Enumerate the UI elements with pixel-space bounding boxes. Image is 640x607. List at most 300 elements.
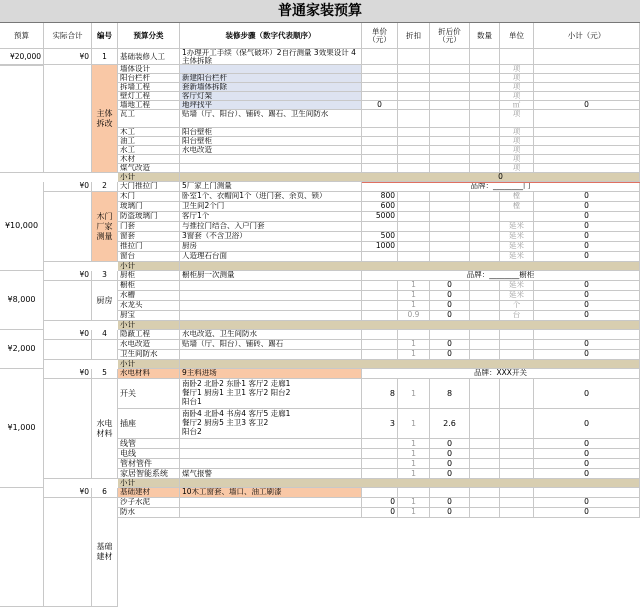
row-price: 5000	[362, 212, 398, 222]
steps-1: 1办理开工手续（保气破坏）2自行测量 3效果设计 4主体拆除	[180, 49, 362, 65]
row-unit	[500, 469, 534, 479]
steps-5: 9主料进场	[180, 369, 362, 379]
empty-cell	[362, 49, 398, 65]
row-unit	[500, 459, 534, 469]
subtotal-row	[118, 262, 640, 271]
row-name: 墙体设计	[118, 65, 180, 74]
actual-blank	[44, 379, 92, 479]
row-name: 沙子水泥	[118, 498, 180, 508]
row-disc	[398, 74, 430, 83]
empty-cell	[500, 49, 534, 65]
row-qty	[470, 340, 500, 350]
actual-blank	[44, 281, 92, 321]
row-name: 水电改造	[118, 340, 180, 350]
row-unit: 延米	[500, 252, 534, 262]
row-steps: 南卧2 北卧2 东卧1 客厅2 走廊1 餐厅1 厨房1 主卫1 客厅2 阳台2 阳台1	[180, 379, 362, 409]
row-steps: 客厅灯架	[180, 92, 362, 101]
row-qty	[470, 222, 500, 232]
row-name: 卫生间防水	[118, 350, 180, 360]
row-qty	[470, 350, 500, 360]
row-price	[362, 252, 398, 262]
empty-cell	[430, 488, 470, 498]
row-dprice	[430, 101, 470, 110]
group-label-2: 木门厂家测量	[92, 192, 118, 262]
empty-cell	[534, 330, 640, 340]
row-qty	[470, 232, 500, 242]
row-steps	[180, 301, 362, 311]
row-price: 3	[362, 409, 398, 439]
row-disc	[398, 155, 430, 164]
row-price	[362, 350, 398, 360]
row-disc: 1	[398, 439, 430, 449]
row-dprice: 2.6	[430, 409, 470, 439]
row-steps	[180, 291, 362, 301]
empty-cell	[398, 488, 430, 498]
row-unit	[500, 498, 534, 508]
row-disc	[398, 101, 430, 110]
header-discount: 折扣	[398, 23, 430, 49]
subtotal-row	[118, 479, 640, 488]
row-subtotal: 0	[534, 469, 640, 479]
row-qty	[470, 301, 500, 311]
item-no-3: 3	[92, 271, 118, 281]
category-5: 水电材料	[118, 369, 180, 379]
row-steps: 与推拉门结合、入户门套	[180, 222, 362, 232]
row-name: 壁灯工程	[118, 92, 180, 101]
row-qty	[470, 379, 500, 409]
empty-cell	[534, 49, 640, 65]
row-dprice	[430, 212, 470, 222]
row-disc	[398, 110, 430, 128]
row-unit: 项	[500, 92, 534, 101]
subtotal-label: 小计	[118, 479, 180, 488]
row-steps	[180, 508, 362, 518]
sheet-title: 普通家装预算	[0, 0, 640, 23]
row-name: 防盗玻璃门	[118, 212, 180, 222]
row-name: 木材	[118, 155, 180, 164]
header-no: 编号	[92, 23, 118, 49]
row-steps: 新建阳台栏杆	[180, 74, 362, 83]
row-price	[362, 311, 398, 321]
empty-cell	[430, 49, 470, 65]
row-price	[362, 92, 398, 101]
row-steps	[180, 459, 362, 469]
header-actual_total: 实际合计	[44, 23, 92, 49]
row-disc: 1	[398, 379, 430, 409]
row-disc	[398, 192, 430, 202]
row-steps	[180, 449, 362, 459]
actual-value-5: ¥0	[44, 369, 92, 379]
group-label-6: 基础建材	[92, 498, 118, 607]
row-price: 0	[362, 508, 398, 518]
row-unit: 台	[500, 311, 534, 321]
row-steps	[180, 439, 362, 449]
row-unit: 延米	[500, 281, 534, 291]
row-subtotal: 0	[534, 281, 640, 291]
subtotal-label: 小计	[118, 173, 180, 182]
group-label-3: 厨房	[92, 281, 118, 321]
row-unit	[500, 409, 534, 439]
row-disc	[398, 137, 430, 146]
row-name: 推拉门	[118, 242, 180, 252]
row-name: 线管	[118, 439, 180, 449]
row-name: 插座	[118, 409, 180, 439]
row-dprice: 0	[430, 508, 470, 518]
row-steps: 贴墙（厅、阳台）、铺砖、踢石、卫生间防水	[180, 110, 362, 128]
row-disc	[398, 83, 430, 92]
row-price: 800	[362, 192, 398, 202]
budget-blank	[0, 65, 44, 173]
empty-cell	[430, 330, 470, 340]
row-unit	[500, 350, 534, 360]
budget-value-1: ¥20,000	[0, 49, 44, 65]
empty-cell	[362, 330, 398, 340]
row-name: 阳台栏杆	[118, 74, 180, 83]
brand-note-3: 品牌：________橱柜	[362, 271, 640, 281]
row-dprice: 0	[430, 350, 470, 360]
budget-value-4: ¥2,000	[0, 330, 44, 369]
row-qty	[470, 65, 500, 74]
row-name: 水槽	[118, 291, 180, 301]
category-3: 厨柜	[118, 271, 180, 281]
row-name: 玻璃门	[118, 202, 180, 212]
row-unit	[500, 508, 534, 518]
actual-value-2: ¥0	[44, 182, 92, 192]
row-disc	[398, 212, 430, 222]
row-price	[362, 439, 398, 449]
header-steps: 装修步骤（数字代表顺序）	[180, 23, 362, 49]
row-name: 瓦工	[118, 110, 180, 128]
row-unit: 项	[500, 83, 534, 92]
actual-value-4: ¥0	[44, 330, 92, 340]
row-dprice	[430, 222, 470, 232]
row-unit: 延米	[500, 222, 534, 232]
header-unit_price: 单价（元）	[362, 23, 398, 49]
row-name: 开关	[118, 379, 180, 409]
row-subtotal: 0	[534, 439, 640, 449]
row-subtotal: 0	[534, 340, 640, 350]
row-qty	[470, 146, 500, 155]
row-dprice: 0	[430, 449, 470, 459]
subtotal-label: 小计	[118, 262, 180, 271]
row-subtotal: 0	[534, 301, 640, 311]
row-price	[362, 469, 398, 479]
row-qty	[470, 498, 500, 508]
row-subtotal: 0	[534, 242, 640, 252]
row-dprice	[430, 164, 470, 173]
row-price	[362, 65, 398, 74]
row-disc	[398, 164, 430, 173]
subtotal-row	[118, 360, 640, 369]
row-qty	[470, 128, 500, 137]
row-price: 1000	[362, 242, 398, 252]
row-subtotal	[534, 164, 640, 173]
header-budget: 预算	[0, 23, 44, 49]
row-subtotal: 0	[534, 459, 640, 469]
row-price: 8	[362, 379, 398, 409]
row-unit	[500, 379, 534, 409]
row-steps	[180, 281, 362, 291]
row-disc: 1	[398, 459, 430, 469]
row-qty	[470, 252, 500, 262]
row-disc	[398, 232, 430, 242]
row-dprice	[430, 65, 470, 74]
row-steps: 贴墙（厅、阳台）、铺砖、踢石	[180, 340, 362, 350]
budget-value-3: ¥8,000	[0, 271, 44, 330]
row-steps: 阳台壁柜	[180, 137, 362, 146]
row-qty	[470, 449, 500, 459]
row-name: 窗台	[118, 252, 180, 262]
row-dprice: 0	[430, 281, 470, 291]
row-qty	[470, 469, 500, 479]
highlight-line	[362, 182, 640, 183]
row-disc	[398, 92, 430, 101]
row-name: 管材管件	[118, 459, 180, 469]
item-no-6: 6	[92, 488, 118, 498]
row-dprice	[430, 202, 470, 212]
row-dprice	[430, 155, 470, 164]
actual-value-6: ¥0	[44, 488, 92, 498]
row-name: 木工	[118, 128, 180, 137]
steps-3: 橱柜厨一次测量	[180, 271, 362, 281]
row-name: 门套	[118, 222, 180, 232]
row-price	[362, 146, 398, 155]
subtotal-label: 小计	[118, 360, 180, 369]
row-subtotal: 0	[534, 222, 640, 232]
row-name: 厨宝	[118, 311, 180, 321]
row-name: 水龙头	[118, 301, 180, 311]
row-dprice	[430, 74, 470, 83]
row-price	[362, 155, 398, 164]
header-category: 预算分类	[118, 23, 180, 49]
row-unit	[500, 340, 534, 350]
row-unit: 个	[500, 301, 534, 311]
row-disc: 1	[398, 340, 430, 350]
row-steps: 南卧4 北卧4 书房4 客厅5 走廊1 餐厅2 厨房5 主卫3 客卫2 阳台2	[180, 409, 362, 439]
row-steps: 客厅1个	[180, 212, 362, 222]
row-disc	[398, 128, 430, 137]
row-subtotal: 0	[534, 498, 640, 508]
row-steps: 卫生间2个门	[180, 202, 362, 212]
row-subtotal: 0	[534, 508, 640, 518]
row-steps: 3窗套（不含卫浴）	[180, 232, 362, 242]
subtotal-value: 0	[362, 173, 640, 182]
row-unit	[500, 439, 534, 449]
row-qty	[470, 192, 500, 202]
row-steps: 煤气报警	[180, 469, 362, 479]
budget-value-5: ¥1,000	[0, 369, 44, 488]
row-disc: 1	[398, 350, 430, 360]
row-disc: 1	[398, 291, 430, 301]
header-subtotal: 小计（元）	[534, 23, 640, 49]
row-name: 家居智能系统	[118, 469, 180, 479]
row-qty	[470, 459, 500, 469]
row-dprice: 0	[430, 469, 470, 479]
row-dprice: 0	[430, 340, 470, 350]
steps-2: 5厂家上门测量	[180, 182, 362, 192]
header-disc_price: 折后价（元）	[430, 23, 470, 49]
row-qty	[470, 83, 500, 92]
actual-value-1: ¥0	[44, 49, 92, 65]
row-dprice	[430, 252, 470, 262]
row-steps	[180, 164, 362, 173]
row-steps: 水电改造	[180, 146, 362, 155]
row-name: 拆墙工程	[118, 83, 180, 92]
group-label-1: 主体拆改	[92, 65, 118, 173]
row-price: 0	[362, 498, 398, 508]
row-name: 电线	[118, 449, 180, 459]
item-no-1: 1	[92, 49, 118, 65]
category-2: 大门推拉门	[118, 182, 180, 192]
row-steps: 卧室1个、衣帽间1个（进门套、余页、锁）	[180, 192, 362, 202]
empty-cell	[470, 488, 500, 498]
row-unit: 项	[500, 146, 534, 155]
row-disc	[398, 65, 430, 74]
row-dprice	[430, 83, 470, 92]
row-subtotal	[534, 155, 640, 164]
row-qty	[470, 508, 500, 518]
budget-blank	[0, 488, 44, 607]
row-unit	[500, 212, 534, 222]
row-subtotal: 0	[534, 232, 640, 242]
row-price	[362, 449, 398, 459]
brand-note-5: 品牌：XXX开关	[362, 369, 640, 379]
row-name: 木门	[118, 192, 180, 202]
row-unit: 项	[500, 65, 534, 74]
row-subtotal	[534, 146, 640, 155]
row-unit: 项	[500, 110, 534, 128]
row-unit: 樘	[500, 192, 534, 202]
row-qty	[470, 74, 500, 83]
row-price	[362, 222, 398, 232]
steps-4: 水电改造、卫生间防水	[180, 330, 362, 340]
row-subtotal	[534, 83, 640, 92]
row-steps	[180, 350, 362, 360]
row-name: 窗套	[118, 232, 180, 242]
item-no-5: 5	[92, 369, 118, 379]
actual-blank	[44, 498, 92, 607]
category-6: 基础建材	[118, 488, 180, 498]
row-disc: 1	[398, 498, 430, 508]
actual-blank	[44, 65, 92, 173]
row-subtotal	[534, 92, 640, 101]
row-qty	[470, 311, 500, 321]
row-dprice: 0	[430, 439, 470, 449]
row-disc	[398, 146, 430, 155]
header-unit: 单位	[500, 23, 534, 49]
budget-value-2: ¥10,000	[0, 182, 44, 271]
row-price	[362, 74, 398, 83]
row-subtotal	[534, 65, 640, 74]
row-unit: ㎡	[500, 101, 534, 110]
row-qty	[470, 92, 500, 101]
row-disc: 0.9	[398, 311, 430, 321]
row-subtotal: 0	[534, 202, 640, 212]
row-price: 500	[362, 232, 398, 242]
empty-cell	[398, 49, 430, 65]
steps-6: 10木工窗套、墙口、油工刷漆	[180, 488, 362, 498]
row-disc	[398, 202, 430, 212]
row-dprice	[430, 192, 470, 202]
row-subtotal: 0	[534, 101, 640, 110]
row-steps: 地坪找平	[180, 101, 362, 110]
row-disc: 1	[398, 281, 430, 291]
actual-value-3: ¥0	[44, 271, 92, 281]
row-disc	[398, 252, 430, 262]
row-qty	[470, 212, 500, 222]
row-qty	[470, 281, 500, 291]
row-price	[362, 110, 398, 128]
row-price	[362, 281, 398, 291]
row-dprice: 0	[430, 311, 470, 321]
row-unit	[500, 449, 534, 459]
row-disc: 1	[398, 449, 430, 459]
row-unit: 项	[500, 137, 534, 146]
row-steps	[180, 155, 362, 164]
row-disc: 1	[398, 469, 430, 479]
row-price: 0	[362, 101, 398, 110]
row-price	[362, 128, 398, 137]
row-price	[362, 301, 398, 311]
row-steps: 厨房	[180, 242, 362, 252]
row-dprice	[430, 242, 470, 252]
row-disc: 1	[398, 301, 430, 311]
row-subtotal: 0	[534, 449, 640, 459]
row-subtotal: 0	[534, 311, 640, 321]
row-price	[362, 459, 398, 469]
row-dprice: 0	[430, 291, 470, 301]
empty-cell	[534, 488, 640, 498]
row-dprice	[430, 146, 470, 155]
row-dprice	[430, 92, 470, 101]
row-qty	[470, 101, 500, 110]
row-price	[362, 137, 398, 146]
row-qty	[470, 110, 500, 128]
group-label-5: 水电材料	[92, 379, 118, 479]
row-unit: 项	[500, 74, 534, 83]
row-disc: 1	[398, 508, 430, 518]
item-no-2: 2	[92, 182, 118, 192]
row-subtotal: 0	[534, 350, 640, 360]
row-unit: 延米	[500, 232, 534, 242]
row-steps	[180, 65, 362, 74]
row-steps: 阳台壁柜	[180, 128, 362, 137]
row-unit: 项	[500, 155, 534, 164]
empty-cell	[470, 49, 500, 65]
row-price	[362, 340, 398, 350]
row-disc	[398, 222, 430, 232]
row-dprice: 0	[430, 498, 470, 508]
row-subtotal	[534, 110, 640, 128]
row-unit: 项	[500, 128, 534, 137]
empty-cell	[470, 330, 500, 340]
row-name: 墙地工程	[118, 101, 180, 110]
row-steps: 人造理石台面	[180, 252, 362, 262]
row-price	[362, 83, 398, 92]
row-subtotal: 0	[534, 252, 640, 262]
row-dprice: 0	[430, 301, 470, 311]
row-dprice	[430, 232, 470, 242]
header-qty: 数量	[470, 23, 500, 49]
row-subtotal: 0	[534, 379, 640, 409]
row-disc: 1	[398, 409, 430, 439]
row-subtotal: 0	[534, 192, 640, 202]
row-name: 橱柜	[118, 281, 180, 291]
category-4: 隐蔽工程	[118, 330, 180, 340]
row-unit: 樘	[500, 202, 534, 212]
row-price	[362, 164, 398, 173]
row-subtotal: 0	[534, 409, 640, 439]
